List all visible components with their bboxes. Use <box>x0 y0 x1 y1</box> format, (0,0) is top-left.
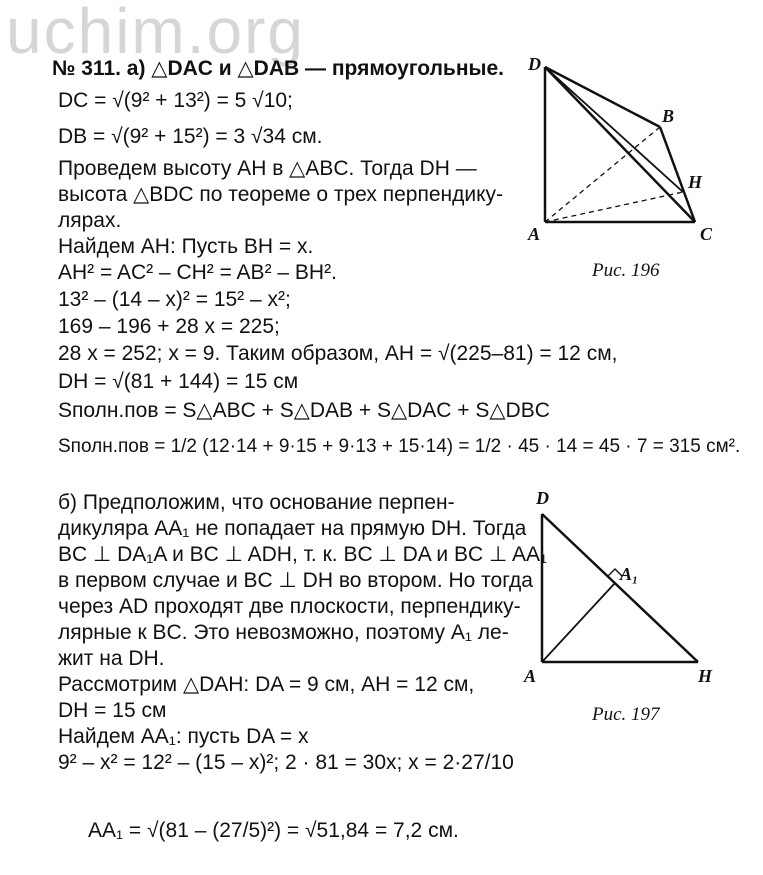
solution-line: 28 x = 252; x = 9. Таким образом, AH = √(225–81) = 12 см, <box>58 342 618 365</box>
figure-197 <box>520 484 720 694</box>
solution-line: Sполн.пов = 1/2 (12·14 + 9·15 + 9·13 + 15·14) = 1/2 · 45 · 14 = 45 · 7 = 315 см². <box>58 436 741 457</box>
label-c: C <box>700 224 713 242</box>
problem-heading: № 311. а) △DAC и △DAB — прямоугольные. <box>52 57 504 80</box>
solution-line: AH² = AC² – CH² = AB² – BH². <box>58 261 337 284</box>
label-a: A <box>528 224 541 242</box>
solution-line: лярах. <box>58 209 122 232</box>
solution-line: DH = 15 см <box>58 699 167 722</box>
figure-197-caption: Рис. 197 <box>592 704 660 725</box>
solution-line: AA₁ = √(81 – (27/5)²) = √51,84 = 7,2 см. <box>88 819 459 842</box>
segment-aa1 <box>542 583 615 662</box>
label-d: D <box>536 488 549 508</box>
solution-line: BC ⊥ DA₁A и BC ⊥ ADH, т. к. BC ⊥ DA и BC ⊥ AA₁ <box>58 543 548 566</box>
edge-dc <box>545 67 695 222</box>
solution-line: жит на DH. <box>58 647 165 670</box>
solution-line: DH = √(81 + 144) = 15 см <box>58 370 299 393</box>
label-h: H <box>698 666 713 686</box>
label-a1: A₁ <box>620 564 639 584</box>
edge-ab-dashed <box>545 127 660 222</box>
solution-line: Sполн.пов = S△ABC + S△DAB + S△DAC + S△DBC <box>58 399 550 422</box>
edge-dh <box>545 67 683 192</box>
solution-line: лярные к BC. Это невозможно, поэтому A₁ ле- <box>58 621 509 644</box>
solution-line: Рассмотрим △DAH: DA = 9 см, AH = 12 см, <box>58 673 475 696</box>
solution-line: Найдем AH: Пусть BH = x. <box>58 235 314 258</box>
label-a: A <box>524 666 537 686</box>
edge-dh <box>542 514 698 662</box>
solution-line: высота △BDC по теореме о трех перпендику- <box>58 183 503 206</box>
solution-line: 13² – (14 – x)² = 15² – x²; <box>58 288 291 311</box>
solution-line: б) Предположим, что основание перпен- <box>58 491 455 514</box>
label-h: H <box>688 172 703 192</box>
solution-line: 9² – x² = 12² – (15 – x)²; 2 · 81 = 30x; x = 2·27/10 <box>58 751 514 774</box>
solution-line: в первом случае и BC ⊥ DH во втором. Но тогда <box>58 569 533 592</box>
solution-line: Найдем AA₁: пусть DA = x <box>58 725 309 748</box>
watermark: uchim.org <box>6 0 305 67</box>
solution-line: через AD проходят две плоскости, перпендику- <box>58 595 521 618</box>
solution-line: Проведем высоту AH в △ABC. Тогда DH — <box>58 157 477 180</box>
solution-line: 169 – 196 + 28 x = 225; <box>58 315 280 338</box>
figure-196-caption: Рис. 196 <box>592 260 660 281</box>
label-b: B <box>662 106 675 126</box>
solution-line: дикуляра AA₁ не попадает на прямую DH. Тогда <box>58 517 527 540</box>
edge-ah-dashed <box>545 192 683 222</box>
solution-line: DC = √(9² + 13²) = 5 √10; <box>58 89 293 112</box>
label-d: D <box>528 54 541 74</box>
figure-196 <box>520 52 720 242</box>
solution-line: DB = √(9² + 15²) = 3 √34 см. <box>58 125 323 148</box>
